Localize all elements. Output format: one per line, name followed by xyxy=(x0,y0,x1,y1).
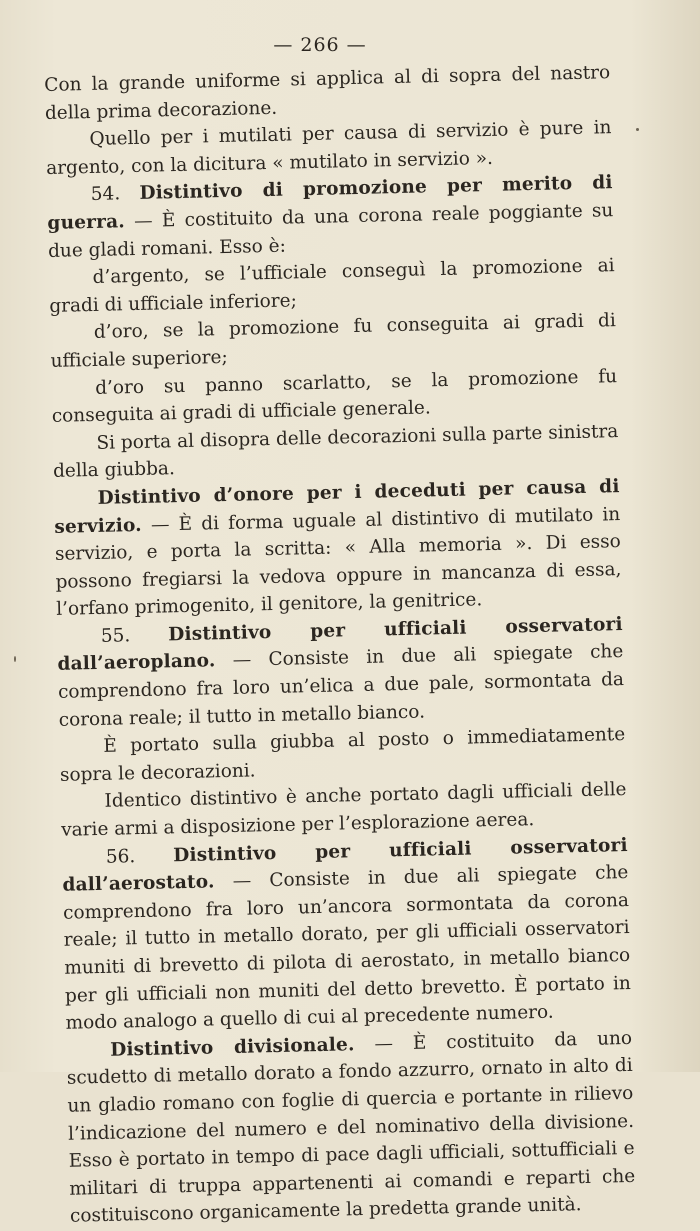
page-number: — 266 — xyxy=(273,34,367,56)
section-onore: Distintivo d’onore per i deceduti per causa di servizio. — È di forma uguale al distintivo di mutilato in servizio, e porta la scritta: « Alla memoria ». Di esso possono fregiarsi la vedova oppure in mancanza di essa, l’orfano primogenito, il genitore, la genitrice. xyxy=(54,475,622,621)
section-54: 54. Distintivo di promozione per merito di guerra. — È costituito da una corona reale poggiante su due gladi romani. Esso è: xyxy=(47,172,614,262)
paragraph: Si porta al disopra delle decorazioni sulla parte sinistra della giubba. xyxy=(52,420,619,483)
paragraph: È portato sulla giubba al posto o immediatamente sopra le decorazioni. xyxy=(59,724,626,786)
section-heading: Distintivo per ufficiali osservatori dall’aeroplano. xyxy=(57,613,623,676)
section-divisionale: Distintivo divisionale. — È costituito da uno scudetto di metallo dorato a fondo azzurro, ornato in alto di un gladio romano con foglie di quercia e portante in rilievo l’indicazione del numero e del nominativo della divisione. Esso è portato in tempo di pace dagli ufficiali, sottufficiali e militari di truppa appartenenti ai comandi e reparti che costituiscono organicamente la predetta grande unità. xyxy=(66,1027,636,1228)
paper-speck xyxy=(14,656,16,662)
section-heading: Distintivo per ufficiali osservatori dall’aerostato. xyxy=(62,834,628,897)
section-number: 54. xyxy=(90,183,121,206)
paper-speck xyxy=(636,128,639,131)
paragraph: d’argento, se l’ufficiale conseguì la promozione ai gradi di ufficiale inferiore; xyxy=(49,255,615,317)
section-number: 56. xyxy=(105,845,136,868)
section-55: 55. Distintivo per ufficiali osservatori dall’aeroplano. — Consiste in due ali spiegate che comprendono fra loro un’elica a due pale, sormontata da corona reale; il tutto in metallo bianco. xyxy=(57,613,625,731)
section-heading: Distintivo divisionale. xyxy=(109,1033,355,1061)
body-text xyxy=(44,59,636,1230)
section-56: 56. Distintivo per ufficiali osservatori dall’aerostato. — Consiste in due ali spiegate che comprendono fra loro un’ancora sormontata da corona reale; il tutto in metallo dorato, per gli ufficiali osservatori muniti di brevetto di pilota di aerostato, in metallo bianco per gli ufficiali non muniti del detto brevetto. È portato in modo analogo a quello di cui al precedente numero. xyxy=(62,834,632,1034)
paragraph: d’oro su panno scarlatto, se la promozione fu conseguita ai gradi di ufficiale generale. xyxy=(51,365,618,428)
paragraph: d’oro, se la promozione fu conseguita ai gradi di ufficiale superiore; xyxy=(50,310,617,372)
paragraph: Quello per i mutilati per causa di servizio è pure in argento, con la dicitura « mutilato in servizio ». xyxy=(45,117,612,179)
section-heading: Distintivo d’onore per i deceduti per causa di servizio. xyxy=(54,475,620,538)
section-number: 55. xyxy=(100,625,131,647)
paragraph: Identico distintivo è anche portato dagli ufficiali delle varie armi a disposizione per l’esplorazione aerea. xyxy=(60,779,627,841)
paragraph: Con la grande uniforme si applica al di sopra del nastro della prima decorazione. xyxy=(44,62,611,124)
section-heading: Distintivo di promozione per merito di guerra. xyxy=(47,172,613,234)
